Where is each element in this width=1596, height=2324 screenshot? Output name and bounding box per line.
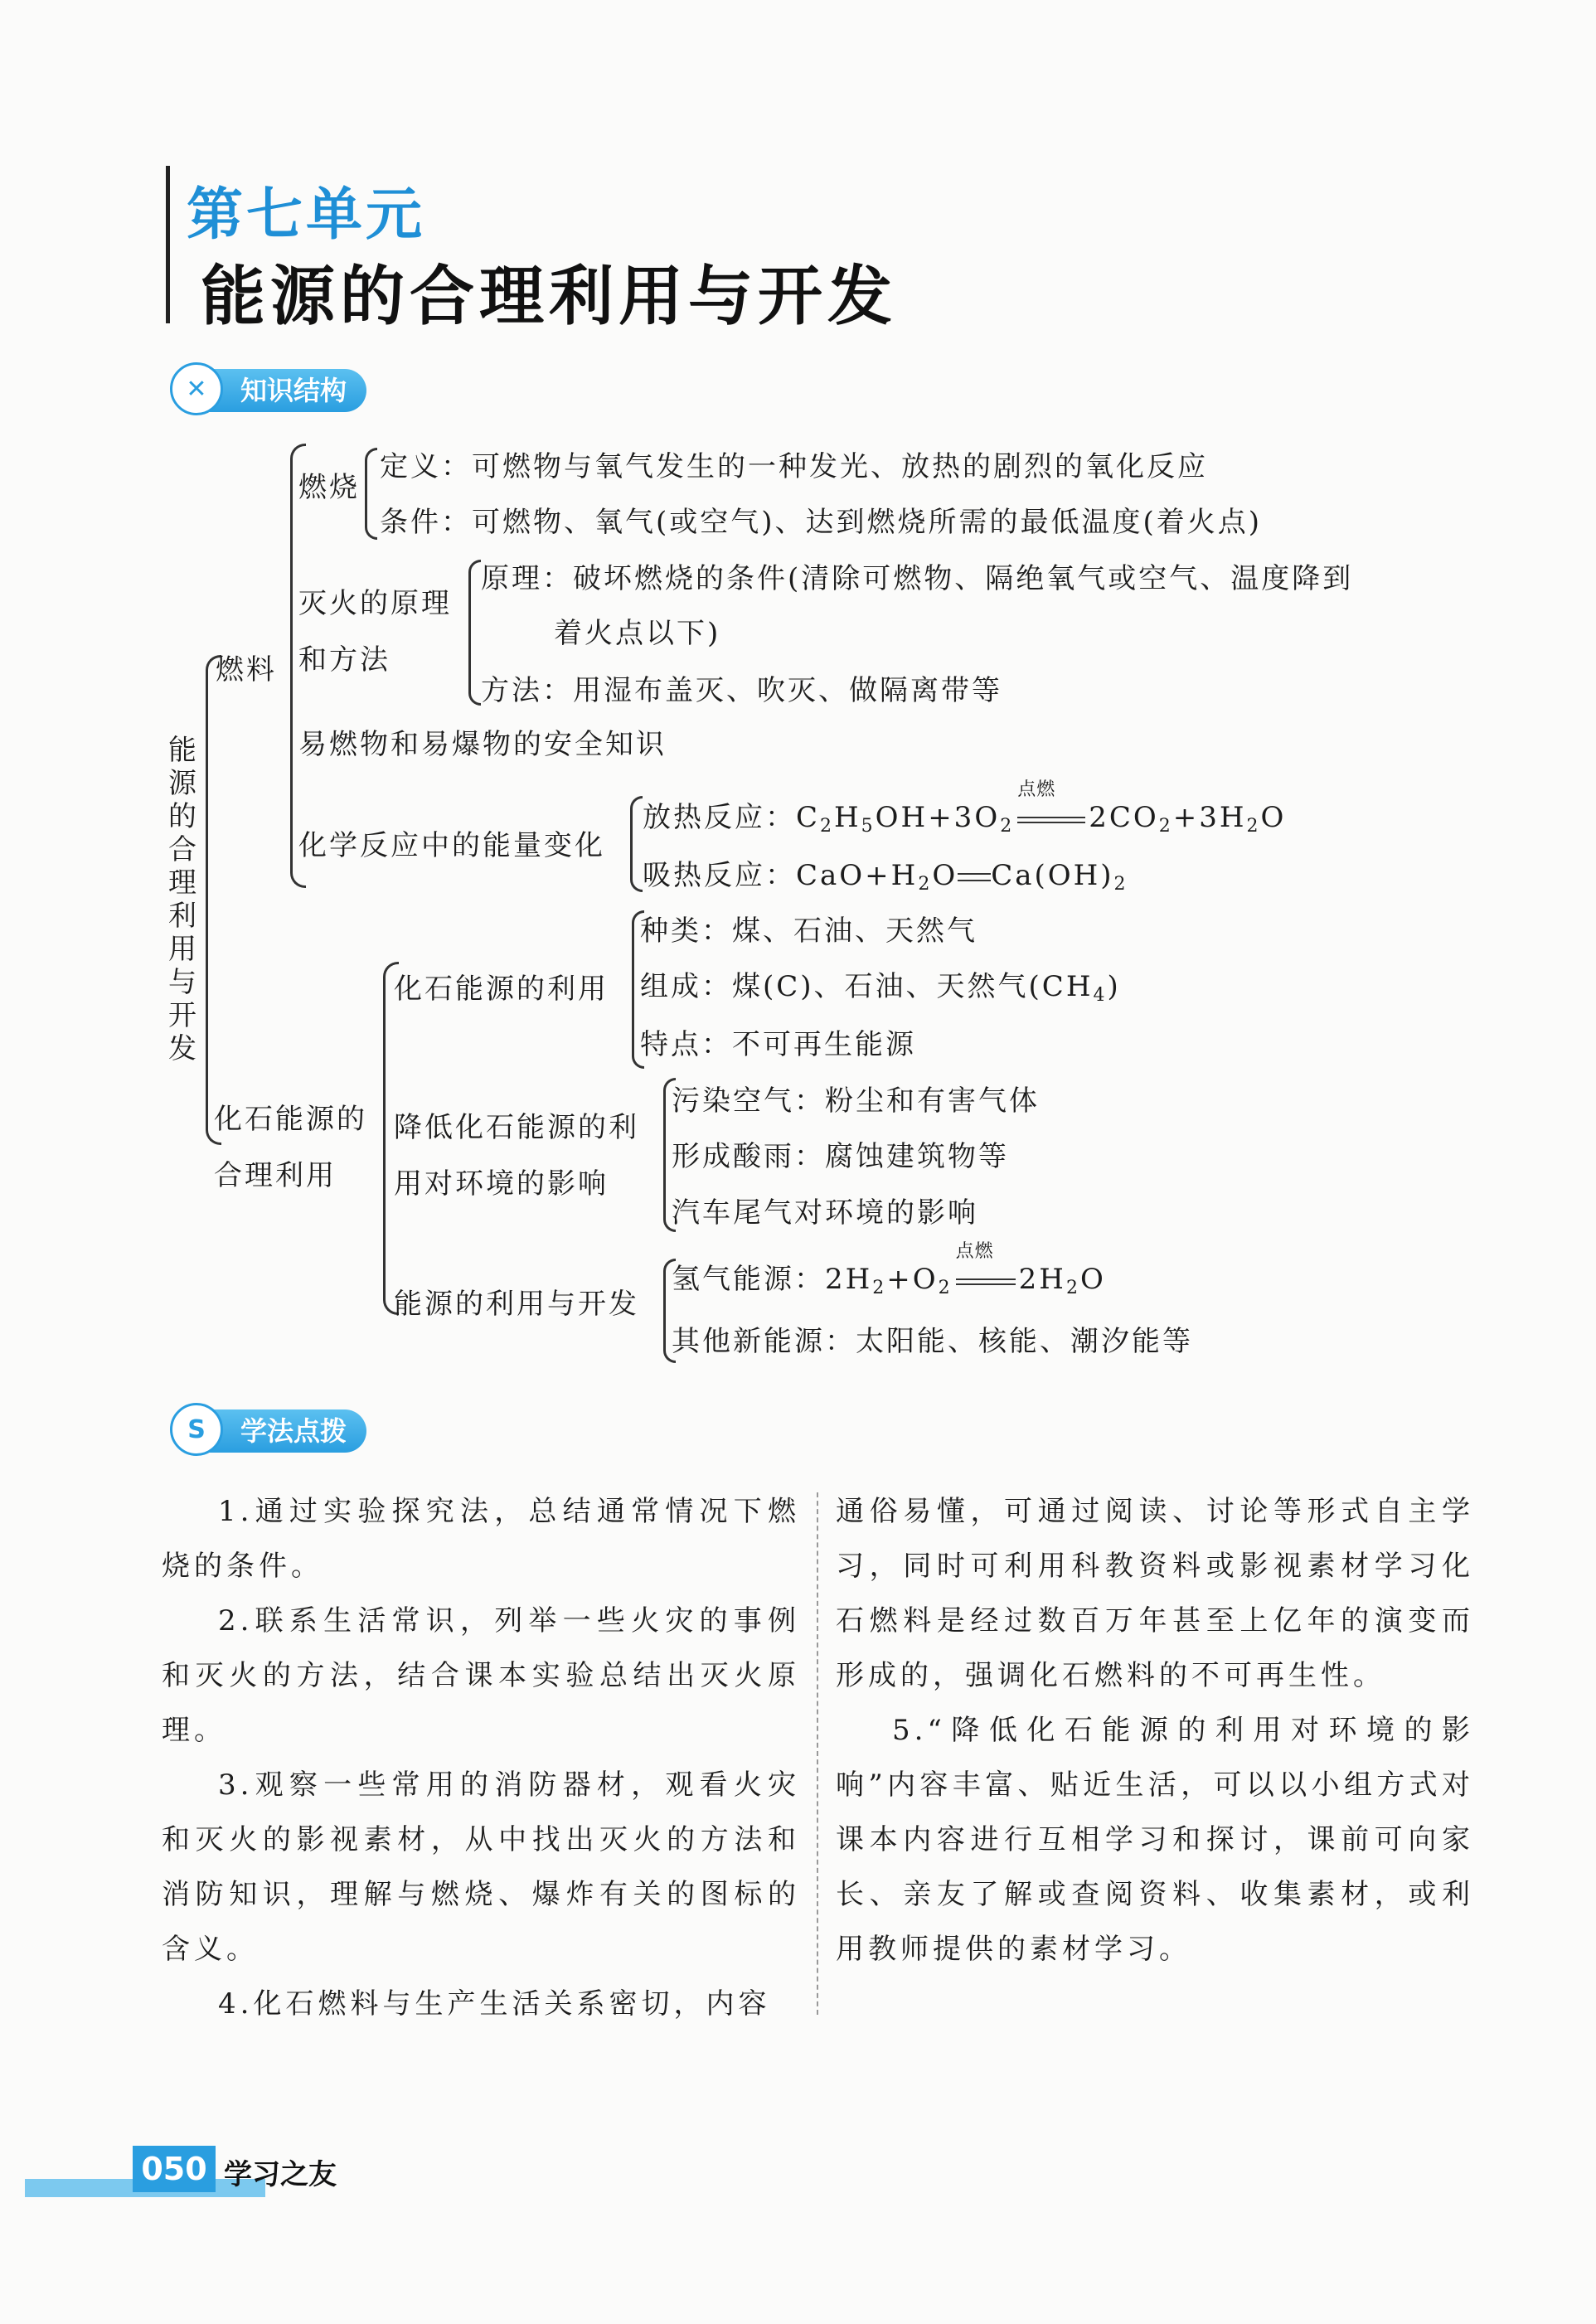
tree-fuel: 燃料 bbox=[216, 653, 277, 687]
page-number: 050 bbox=[133, 2146, 216, 2192]
tree-principle-2: 着火点以下) bbox=[554, 617, 721, 650]
method-paragraph-4-cont: 通俗易懂，可通过阅读、讨论等形式自主学习，同时可利用科教资料或影视素材学习化石燃料是经过数百万年甚至上亿年的演变而形成的，强调化石燃料的不可再生性。 bbox=[836, 1495, 1474, 1692]
tree-combustion: 燃烧 bbox=[298, 471, 360, 504]
method-column-left bbox=[162, 1484, 800, 2031]
tree-root: 能源的合理利用与开发 bbox=[168, 734, 196, 1065]
column-divider bbox=[817, 1492, 818, 2015]
title-bar bbox=[166, 166, 170, 323]
tree-composition-text: 组成：煤(C)、石油、天然气(CH bbox=[640, 970, 1094, 1003]
tree-definition: 定义：可燃物与氧气发生的一种发光、放热的剧烈的氧化反应 bbox=[380, 450, 1208, 483]
tree-extinguish-1: 灭火的原理 bbox=[298, 587, 452, 620]
tree-fossil-1: 化石能源的 bbox=[214, 1103, 367, 1136]
tree-principle-1: 原理：破坏燃烧的条件(清除可燃物、隔绝氧气或空气、温度降到 bbox=[481, 562, 1354, 595]
method-paragraph-3: 3.观察一些常用的消防器材，观看火灾和灭火的影视素材，从中找出灭火的方法和消防知识，理解与燃烧、爆炸有关的图标的含义。 bbox=[162, 1768, 800, 1966]
page-title: 能源的合理利用与开发 bbox=[201, 260, 898, 334]
tree-energy-change: 化学反应中的能量变化 bbox=[298, 829, 605, 862]
tree-exo-label: 放热反应： bbox=[643, 801, 796, 834]
method-paragraph-2: 2.联系生活常识，列举一些火灾的事例和灭火的方法，结合课本实验总结出灭火原理。 bbox=[162, 1604, 800, 1747]
brace-extinguish bbox=[468, 560, 481, 706]
method-paragraph-5: 5.“降低化石能源的利用对环境的影响”内容丰富、贴近生活，可以以小组方式对课本内容进行互相学习和探讨，课前可向家长、亲友了解或查阅资料、收集素材，或利用教师提供的素材学习。 bbox=[836, 1714, 1474, 1966]
tree-exo: 放热反应：$C_2H_5OH+3O_2$ 点燃 $2CO_2+3H_2O$ bbox=[643, 794, 1286, 837]
structure-icon: ✕ bbox=[170, 362, 223, 415]
tree-kinds: 种类：煤、石油、天然气 bbox=[640, 915, 977, 948]
tree-endo-label: 吸热反应： bbox=[643, 859, 796, 892]
tree-acid-rain: 形成酸雨：腐蚀建筑物等 bbox=[672, 1140, 1009, 1173]
tree-reduce-1: 降低化石能源的利 bbox=[394, 1111, 639, 1144]
section-method-text: 学法点拨 bbox=[240, 1415, 347, 1447]
brace-combustion bbox=[365, 448, 377, 540]
method-icon: S bbox=[170, 1403, 223, 1456]
tree-exhaust: 汽车尾气对环境的影响 bbox=[672, 1196, 978, 1230]
ignite-condition-2: 点燃 bbox=[955, 1241, 994, 1262]
brace-energy bbox=[630, 796, 643, 892]
method-paragraph-4: 4.化石燃料与生产生活关系密切，内容 bbox=[218, 1987, 771, 2021]
tree-pollution: 污染空气：粉尘和有害气体 bbox=[672, 1084, 1040, 1118]
tree-safety: 易燃物和易爆物的安全知识 bbox=[298, 728, 667, 761]
tree-reduce-2: 用对环境的影响 bbox=[394, 1167, 609, 1201]
tree-composition: 组成：煤(C)、石油、天然气$(CH_4)$ bbox=[640, 970, 1121, 1006]
tree-feature: 特点：不可再生能源 bbox=[640, 1028, 916, 1061]
book-name: 学习之友 bbox=[224, 2158, 337, 2191]
method-column-right bbox=[836, 1484, 1474, 1977]
tree-extinguish-2: 和方法 bbox=[298, 643, 391, 677]
tree-dev: 能源的利用与开发 bbox=[394, 1288, 639, 1321]
tree-method: 方法：用湿布盖灭、吹灭、做隔离带等 bbox=[481, 674, 1002, 707]
unit-label: 第七单元 bbox=[187, 182, 426, 248]
tree-condition: 条件：可燃物、氧气(或空气)、达到燃烧所需的最低温度(着火点) bbox=[380, 506, 1263, 539]
tree-fossil-2: 合理利用 bbox=[214, 1159, 337, 1192]
tree-endo: 吸热反应：$CaO+H_2O$ $Ca(OH)_2$ bbox=[643, 859, 1128, 895]
tree-other-energy: 其他新能源：太阳能、核能、潮汐能等 bbox=[672, 1325, 1193, 1358]
brace-root bbox=[206, 655, 221, 1145]
tree-hydrogen-label: 氢气能源： bbox=[672, 1263, 825, 1296]
tree-fossil-use: 化石能源的利用 bbox=[394, 973, 609, 1006]
tree-hydrogen: 氢气能源：$2H_2+O_2$ 点燃 $2H_2O$ bbox=[672, 1256, 1106, 1298]
method-paragraph-1: 1.通过实验探究法，总结通常情况下燃烧的条件。 bbox=[162, 1495, 800, 1583]
section-structure-text: 知识结构 bbox=[240, 375, 347, 406]
ignite-condition: 点燃 bbox=[1017, 779, 1056, 800]
